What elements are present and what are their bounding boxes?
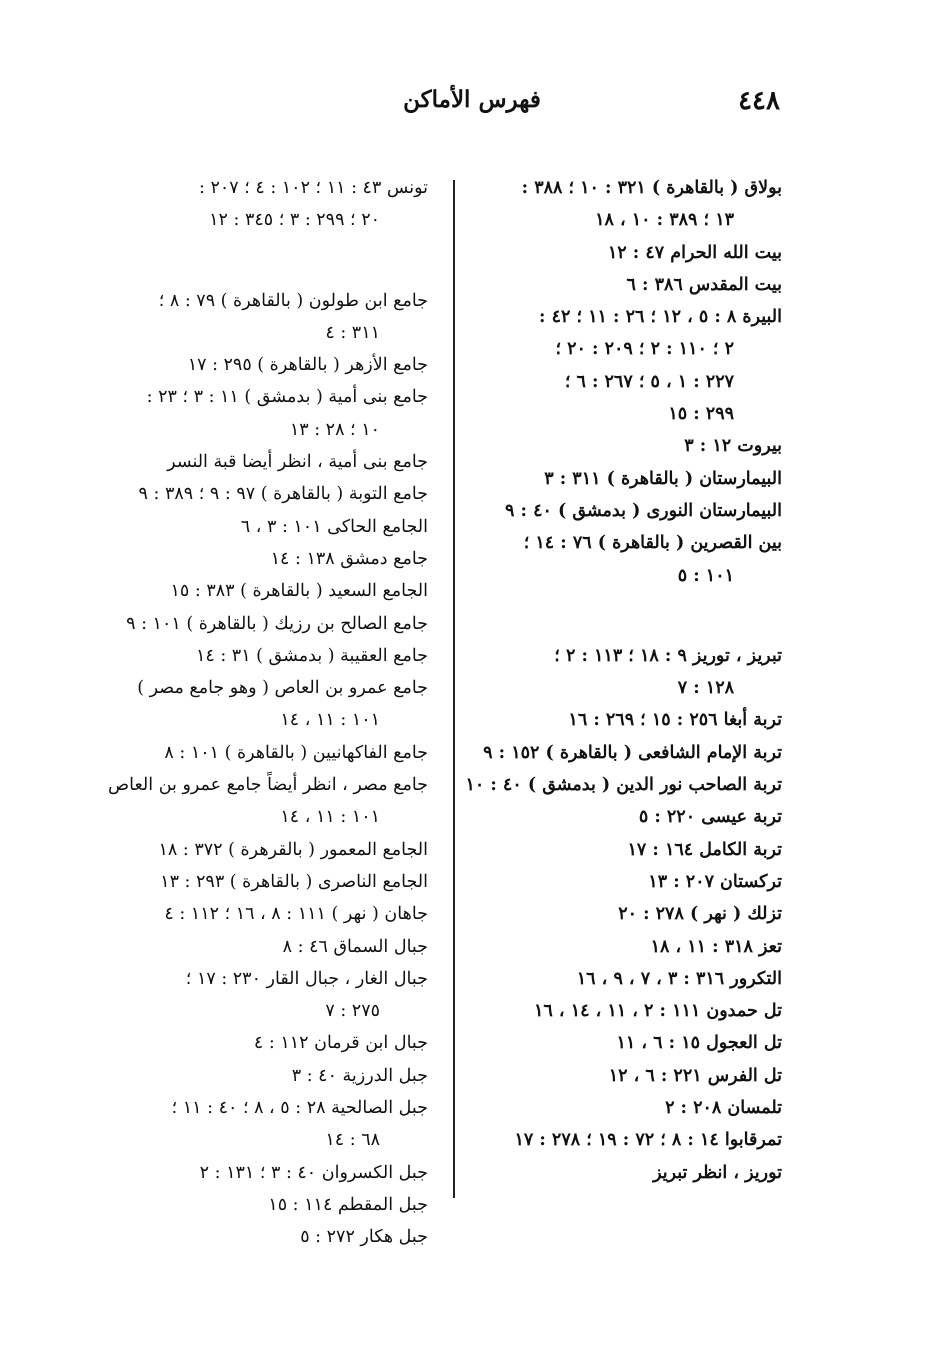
index-entry-continuation: ٢٧٥ : ٧ <box>325 1001 380 1022</box>
index-entry: جامع بنى أمية ( بدمشق ) ١١ : ٣ ؛ ٢٣ : <box>146 387 428 408</box>
index-entry: تلمسان ٢٠٨ : ٢ <box>665 1098 782 1119</box>
index-entry: جامع الصالح بن رزيك ( بالقاهرة ) ١٠١ : ٩ <box>126 613 428 634</box>
index-entry: تل الفرس ٢٢١ : ٦ ، ١٢ <box>608 1065 782 1086</box>
index-entry: تل العجول ١٥ : ٦ ، ١١ <box>616 1033 782 1054</box>
index-entry: تركستان ٢٠٧ : ١٣ <box>648 871 782 892</box>
index-entry-continuation: ٦٨ : ١٤ <box>325 1130 380 1151</box>
index-column-right <box>462 172 782 1189</box>
page-number: ٤٤٨ <box>738 86 780 116</box>
index-entry: تربة الصاحب نور الدين ( بدمشق ) ٤٠ : ١٠ <box>465 775 782 796</box>
index-entry: بيت المقدس ٣٨٦ : ٦ <box>626 274 782 295</box>
index-entry: جامع ابن طولون ( بالقاهرة ) ٧٩ : ٨ ؛ <box>158 290 428 311</box>
index-entry: تزلك ( نهر ) ٢٧٨ : ٢٠ <box>618 904 782 925</box>
index-entry: جبال ابن قرمان ١١٢ : ٤ <box>253 1033 428 1054</box>
index-entry-continuation: ٢٠ ؛ ٢٩٩ : ٣ ؛ ٣٤٥ : ١٢ <box>209 210 380 231</box>
index-entry: الجامع السعيد ( بالقاهرة ) ٣٨٣ : ١٥ <box>170 581 428 602</box>
index-entry: جامع بنى أمية ، انظر أيضا قبة النسر <box>167 452 428 473</box>
index-entry: جبال الغار ، جبال القار ٢٣٠ : ١٧ ؛ <box>185 968 428 989</box>
index-entry: البيمارستان ( بالقاهرة ) ٣١١ : ٣ <box>544 468 782 489</box>
index-entry: جبل هكار ٢٧٢ : ٥ <box>300 1227 428 1248</box>
index-entry-continuation: ٢٩٩ : ١٥ <box>668 404 734 425</box>
index-entry-continuation: ٢ ؛ ١١٠ : ٢ ؛ ٢٠٩ : ٢٠ ؛ <box>555 339 734 360</box>
index-entry: الجامع المعمور ( بالقرهرة ) ٣٧٢ : ١٨ <box>158 839 428 860</box>
index-entry: جامع التوبة ( بالقاهرة ) ٩٧ : ٩ ؛ ٣٨٩ : ٩ <box>138 484 428 505</box>
index-entry: تل حمدون ١١١ : ٢ ، ١١ ، ١٤ ، ١٦ <box>534 1001 782 1022</box>
index-entry: بولاق ( بالقاهرة ) ٣٢١ : ١٠ ؛ ٣٨٨ : <box>521 178 782 198</box>
index-entry: البيمارستان النورى ( بدمشق ) ٤٠ : ٩ <box>505 500 782 521</box>
index-entry-continuation: ١٣ ؛ ٣٨٩ : ١٠ ، ١٨ <box>595 210 734 231</box>
index-entry-continuation: ١٢٨ : ٧ <box>677 678 734 699</box>
index-entry: تربة عيسى ٢٢٠ : ٥ <box>638 807 782 828</box>
index-entry: التكرور ٣١٦ : ٣ ، ٧ ، ٩ ، ١٦ <box>576 968 782 989</box>
index-entry: تربة الكامل ١٦٤ : ١٧ <box>627 839 782 860</box>
index-entry: جبل الكسروان ٤٠ : ٣ ؛ ١٣١ : ٢ <box>199 1162 428 1183</box>
page-title: فهرس الأماكن <box>403 86 541 113</box>
index-entry-continuation: ٣١١ : ٤ <box>325 322 380 343</box>
index-entry: تعز ٣١٨ : ١١ ، ١٨ <box>650 936 782 957</box>
index-entry: جامع دمشق ١٣٨ : ١٤ <box>270 548 428 569</box>
index-entry: تمرقابوا ١٤ : ٨ ؛ ٧٢ : ١٩ ؛ ٢٧٨ : ١٧ <box>514 1130 782 1151</box>
index-entry-continuation: ٢٢٧ : ١ ، ٥ ؛ ٢٦٧ : ٦ ؛ <box>564 371 734 392</box>
index-entry: بين القصرين ( بالقاهرة ) ٧٦ : ١٤ ؛ <box>523 533 782 554</box>
index-entry: جامع عمرو بن العاص ( وهو جامع مصر ) <box>137 678 428 699</box>
index-entry: جبال السماق ٤٦ : ٨ <box>282 936 428 957</box>
index-entry: تربة أبغا ٢٥٦ : ١٥ ؛ ٢٦٩ : ١٦ <box>568 710 782 731</box>
index-entry: جامع الفاكهانيين ( بالقاهرة ) ١٠١ : ٨ <box>164 742 428 763</box>
index-entry-continuation: ١٠١ : ٥ <box>677 565 734 586</box>
index-entry-continuation: ١٠١ : ١١ ، ١٤ <box>280 710 380 731</box>
index-entry: جبل المقطم ١١٤ : ١٥ <box>268 1194 428 1215</box>
index-column-left <box>108 172 428 1254</box>
index-entry: تبريز ، توريز ٩ : ١٨ ؛ ١١٣ : ٢ ؛ <box>554 645 782 666</box>
index-entry: تونس ٤٣ : ١١ ؛ ١٠٢ : ٤ ؛ ٢٠٧ : <box>198 178 428 198</box>
index-entry: الجامع الحاكى ١٠١ : ٣ ، ٦ <box>240 516 428 537</box>
column-divider <box>453 180 455 1198</box>
index-entry-continuation: ١٠ ؛ ٢٨ : ١٣ <box>289 419 380 440</box>
index-entry: جامع الأزهر ( بالقاهرة ) ٢٩٥ : ١٧ <box>187 355 428 376</box>
index-entry: توريز ، انظر تبريز <box>653 1162 782 1183</box>
index-entry-continuation: ١٠١ : ١١ ، ١٤ <box>280 807 380 828</box>
index-entry: جبل الصالحية ٢٨ : ٥ ، ٨ ؛ ٤٠ : ١١ ؛ <box>171 1098 428 1119</box>
section-gap <box>462 592 782 640</box>
page-header <box>0 84 944 124</box>
index-entry: جامع العقيبة ( بدمشق ) ٣١ : ١٤ <box>195 645 428 666</box>
index-entry: بيت الله الحرام ٤٧ : ١٢ <box>607 242 782 263</box>
index-entry: تربة الإمام الشافعى ( بالقاهرة ) ١٥٢ : ٩ <box>483 742 782 763</box>
index-entry: الجامع الناصرى ( بالقاهرة ) ٢٩٣ : ١٣ <box>160 871 428 892</box>
index-entry: جاهان ( نهر ) ١١١ : ٨ ، ١٦ ؛ ١١٢ : ٤ <box>164 904 428 925</box>
index-entry: بيروت ١٢ : ٣ <box>684 436 782 457</box>
section-gap <box>108 237 428 285</box>
index-entry: جبل الدرزية ٤٠ : ٣ <box>291 1065 428 1086</box>
index-entry: جامع مصر ، انظر أيضاً جامع عمرو بن العاص <box>108 775 428 796</box>
index-entry: البيرة ٨ : ٥ ، ١٢ ؛ ٢٦ : ١١ ؛ ٤٢ : <box>539 307 782 328</box>
